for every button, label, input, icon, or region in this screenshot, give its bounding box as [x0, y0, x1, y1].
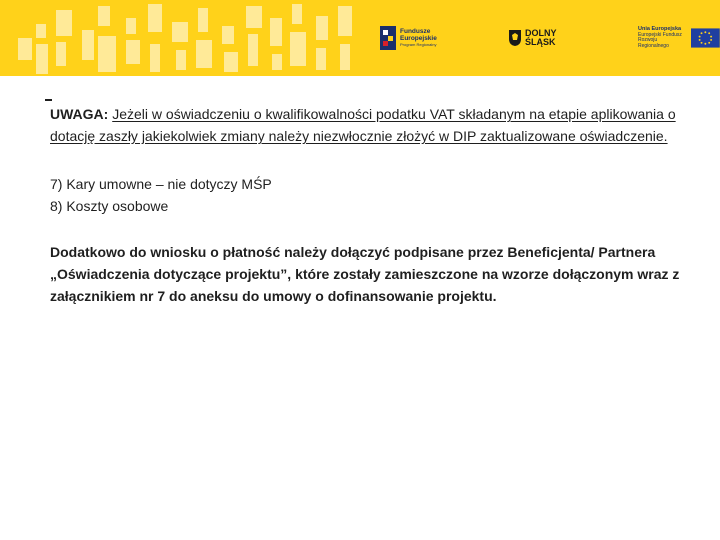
- fe-logo-text: [400, 29, 437, 47]
- list-item-7: 7) Kary umowne – nie dotyczy MŚP: [50, 176, 272, 192]
- fe-logo-line2: Europejskie: [400, 34, 437, 42]
- uwaga-lead: UWAGA:: [50, 106, 109, 122]
- uwaga-paragraph: [50, 103, 680, 147]
- banner-pattern-graphic: [0, 0, 360, 76]
- slide-content: [50, 103, 680, 307]
- fundusze-europejskie-logo: [380, 18, 437, 58]
- cost-list: [50, 173, 680, 217]
- fe-emblem-icon: [380, 26, 396, 50]
- ds-logo-line2: ŚLĄSK: [525, 37, 556, 47]
- fe-logo-sub: Program Regionalny: [400, 41, 437, 47]
- unia-europejska-logo: [638, 18, 720, 58]
- list-item-8: 8) Koszty osobowe: [50, 198, 169, 214]
- ds-logo-line1: DOLNY: [525, 27, 557, 38]
- additional-note: Dodatkowo do wniosku o płatność należy dołączyć podpisane przez Beneficjenta/ Partnera „Oświadczenia dotyczące projektu”, które zostały zamieszczone na wzorze dołączonym wraz z załącznikiem nr 7 do aneksu do umowy o dofinansowanie projektu.: [50, 244, 680, 304]
- ue-logo-line2: Rozwoju Regionalnego: [638, 37, 669, 49]
- bullet-dash: [45, 99, 52, 101]
- dolny-slask-crest-icon: [508, 29, 522, 47]
- fe-logo-line1: Fundusze: [400, 28, 431, 36]
- dolny-slask-logo: [508, 18, 557, 58]
- ue-logo-line1: Europejski Fundusz: [638, 32, 682, 38]
- header-banner: [0, 0, 720, 76]
- ue-logo-text: [638, 27, 687, 49]
- ds-logo-text: [525, 29, 557, 48]
- ue-logo-title: Unia Europejska: [638, 26, 682, 33]
- eu-flag-icon: [691, 28, 720, 48]
- uwaga-body: Jeżeli w oświadczeniu o kwalifikowalności podatku VAT składanym na etapie aplikowania o dotację zaszły jakiekolwiek zmiany należy niezwłocznie złożyć w DIP zaktualizowane oświadczenie.: [50, 106, 676, 144]
